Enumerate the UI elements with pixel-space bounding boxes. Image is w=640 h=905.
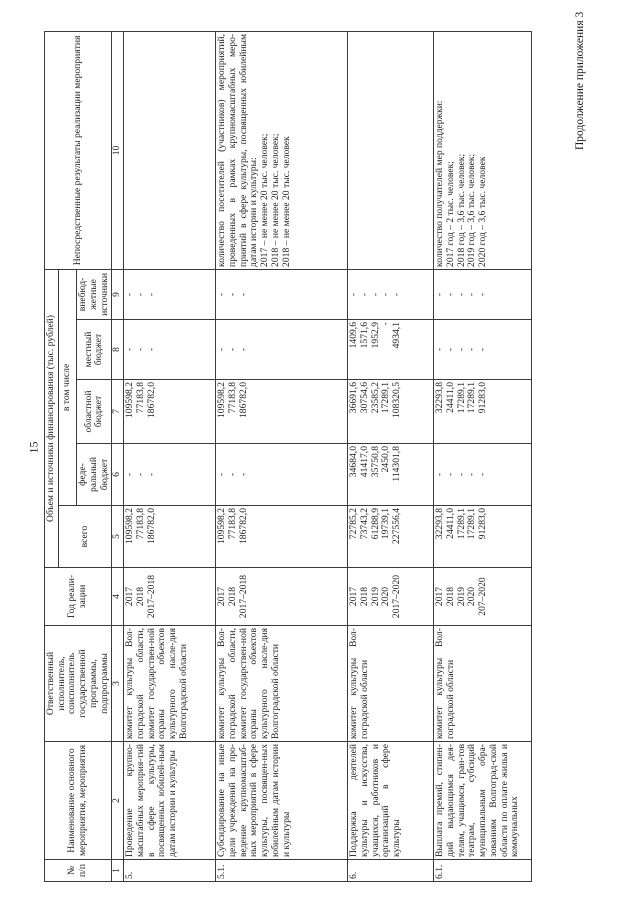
row-name: Субсидирование на иные цели учреждений на про-ведение крупномасштаб-ных мероприятий в сфере культуры, посвящен-ных юбилейным датам истории и культуры [216, 742, 348, 860]
row-num: 6. [348, 860, 434, 882]
col-number: 9 [112, 269, 124, 319]
row-result [124, 31, 216, 269]
row-executor: комитет культуры Вол-гоградской области [434, 626, 532, 742]
row-num: 6.1. [434, 860, 532, 882]
row-result: количество посетителей (участников) мероприятий, проведенных в рамках крупномасштабных меро-приятий в сфере культуры, посвященных юбилейным датам истории и культуры: 2017 – не менее 20 тыс. человек; 2018 – не менее 20 тыс. человек; 2018 – не менее 20 тыс. человек [216, 31, 348, 269]
row-name: Проведение крупно-масштабных мероприя-тий в сфере культуры, посвященных юбилей-ным датам истории и культуры [124, 742, 216, 860]
header-incl: в том числе [58, 269, 76, 505]
row-years: 2017 2018 2017–2018 [124, 568, 216, 626]
program-table [44, 31, 532, 882]
header-name: Наименование основного мероприятия, мероприятия [45, 742, 112, 860]
col-number: 6 [112, 444, 124, 506]
table-row [434, 31, 532, 881]
header-local: местный бюджет [77, 320, 112, 380]
col-number: 5 [112, 506, 124, 568]
col-number: 7 [112, 380, 124, 444]
row-federal: 34684,0 41417,0 35750,8 2450,0 114301,8 [348, 444, 434, 506]
row-local: 1409,6 1571,6 1952,9 - 4934,1 [348, 320, 434, 380]
row-total: 32293,8 24411,0 17289,1 17289,1 91283,0 [434, 506, 532, 568]
header-regional: областной бюджет [77, 380, 112, 444]
row-local: - - - [124, 320, 216, 380]
row-federal: - - - [124, 444, 216, 506]
col-number: 1 [112, 860, 124, 882]
col-number: 8 [112, 320, 124, 380]
row-local: - - - - - [434, 320, 532, 380]
col-number: 10 [112, 31, 124, 269]
row-executor: комитет культуры Вол-гоградской области, комитет государствен-ной охраны объектов культурного насле-дия Волгоградской области [124, 626, 216, 742]
header-result: Непосредственные результаты реализации мероприятия [45, 31, 112, 269]
col-number: 4 [112, 568, 124, 626]
header-extra: внебюд-жетные источники [77, 269, 112, 319]
page-number: 15 [26, 441, 41, 454]
col-number: 3 [112, 626, 124, 742]
row-result: количество получателей мер поддержки: 2017 год – 2 тыс. человек; 2018 год – 3,6 тыс. человек; 2019 год – 3,6 тыс. человек; 2020 год – 3,6 тыс. человек [434, 31, 532, 269]
col-number: 2 [112, 742, 124, 860]
row-executor: комитет культуры Вол-гоградской области, комитет государствен-ной охраны объектов культурного насле-дия Волгоградской области [216, 626, 348, 742]
row-years: 2017 2018 2019 2020 2017–2020 [348, 568, 434, 626]
header-finance: Объем и источники финансирования (тыс. рублей) [45, 269, 59, 567]
row-extra: - - - [124, 269, 216, 319]
row-regional: 32293,8 24411,0 17289,1 17289,1 91283,0 [434, 380, 532, 444]
row-num: 5.1. [216, 860, 348, 882]
header-federal: феде-ральный бюджет [77, 444, 112, 506]
row-regional: 109598,2 77183,8 186782,0 [124, 380, 216, 444]
header-executor: Ответственный исполнитель, соисполнитель государственной программы, подпрограммы [45, 626, 112, 742]
row-name: Выплата премий, стипен-дий выдающимся дея-телям, учащимся, гран-тов театрам, субсидий муниципальным обра-зованиям Волгоград-ской области по оплате жилья и коммунальных [434, 742, 532, 860]
row-extra: - - - - - [348, 269, 434, 319]
row-total: 72785,2 73743,2 61288,9 19739,1 227556,4 [348, 506, 434, 568]
column-number-row [112, 31, 124, 881]
row-result [348, 31, 434, 269]
row-name: Поддержка деятелей культуры и искусства, учащихся, работников и организаций в сфере культуры [348, 742, 434, 860]
row-regional: 36691,6 30754,6 23585,2 17289,1 108320,5 [348, 380, 434, 444]
row-num: 5. [124, 860, 216, 882]
row-executor: комитет культуры Вол-гоградской области [348, 626, 434, 742]
row-extra: - - - - - [434, 269, 532, 319]
row-local: - - - [216, 320, 348, 380]
header-total: всего [58, 506, 112, 568]
row-federal: - - - - - [434, 444, 532, 506]
appendix-caption: Продолжение приложения 3 [574, 11, 586, 150]
row-regional: 109598,2 77183,8 186782,0 [216, 380, 348, 444]
table-row [124, 31, 216, 881]
row-total: 109598,2 77183,8 186782,0 [216, 506, 348, 568]
row-extra: - - - [216, 269, 348, 319]
table-row [348, 31, 434, 881]
row-years: 2017 2018 2019 2020 207–2020 [434, 568, 532, 626]
header-num: № п/п [45, 860, 112, 882]
header-row-1 [45, 31, 59, 881]
header-year: Год реали-зации [45, 568, 112, 626]
row-federal: - - - [216, 444, 348, 506]
table-row [216, 31, 348, 881]
rotated-page [44, 32, 604, 882]
row-total: 109598,2 77183,8 186782,0 [124, 506, 216, 568]
row-years: 2017 2018 2017–2018 [216, 568, 348, 626]
